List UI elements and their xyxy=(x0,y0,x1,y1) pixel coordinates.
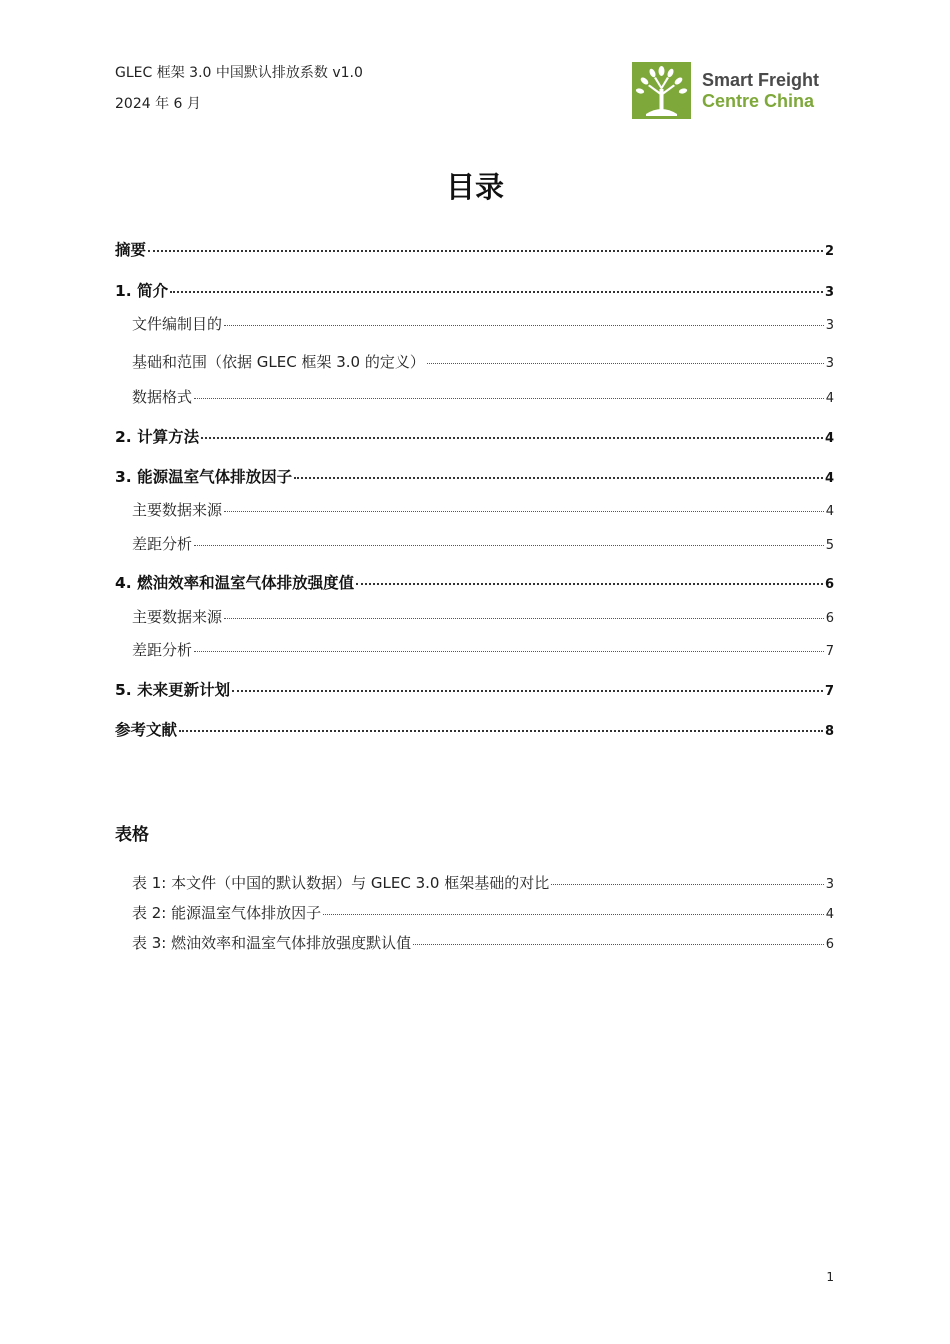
table-entry-label: 表 2: 能源温室气体排放因子 xyxy=(132,904,322,922)
toc-entry-gap-analysis-1[interactable] xyxy=(132,533,834,554)
toc-entry-label: 数据格式 xyxy=(132,388,193,406)
toc-entry-page: 4 xyxy=(824,471,834,486)
toc-title: 目录 xyxy=(445,170,504,204)
smart-freight-logo xyxy=(632,62,819,119)
toc-leader-dots xyxy=(224,325,824,326)
toc-entry-methodology[interactable] xyxy=(115,425,834,447)
toc-entry-future-updates[interactable] xyxy=(115,678,834,700)
toc-entry-label: 1. 简介 xyxy=(115,282,169,300)
toc-entry-label: 5. 未来更新计划 xyxy=(115,681,231,699)
toc-entry-fuel-efficiency[interactable] xyxy=(115,571,834,593)
toc-entry-introduction[interactable] xyxy=(115,279,834,301)
page-number: 1 xyxy=(826,1270,834,1284)
table-entry-label: 表 3: 燃油效率和温室气体排放强度默认值 xyxy=(132,934,412,952)
toc-entry-page: 7 xyxy=(825,644,834,659)
toc-entry-page: 7 xyxy=(824,684,834,699)
toc-entry-abstract[interactable] xyxy=(115,238,834,260)
toc-entry-label: 文件编制目的 xyxy=(132,315,223,333)
table-entry-label: 表 1: 本文件（中国的默认数据）与 GLEC 3.0 框架基础的对比 xyxy=(132,874,550,892)
header-doc-title: GLEC 框架 3.0 中国默认排放系数 v1.0 xyxy=(115,65,363,81)
toc-leader-dots xyxy=(323,914,824,915)
toc-entry-references[interactable] xyxy=(115,718,834,740)
toc-entry-page: 6 xyxy=(824,577,834,592)
toc-entry-label: 4. 燃油效率和温室气体排放强度值 xyxy=(115,574,355,592)
toc-entry-page: 5 xyxy=(825,538,834,553)
toc-entry-page: 4 xyxy=(825,391,834,406)
table-entry-page: 6 xyxy=(825,937,834,952)
tables-heading: 表格 xyxy=(115,825,149,845)
toc-entry-page: 4 xyxy=(825,504,834,519)
toc-entry-label: 差距分析 xyxy=(132,535,193,553)
toc-leader-dots xyxy=(201,437,823,439)
toc-leader-dots xyxy=(194,651,824,652)
toc-leader-dots xyxy=(294,477,823,479)
toc-entry-page: 3 xyxy=(825,318,834,333)
toc-entry-data-sources-1[interactable] xyxy=(132,499,834,520)
table-entry-1[interactable] xyxy=(132,872,834,893)
toc-entry-label: 差距分析 xyxy=(132,641,193,659)
toc-leader-dots xyxy=(194,545,824,546)
toc-entry-label: 参考文献 xyxy=(115,721,178,739)
toc-leader-dots xyxy=(148,250,823,252)
toc-entry-scope[interactable] xyxy=(132,351,834,372)
toc-leader-dots xyxy=(179,730,823,732)
toc-entry-gap-analysis-2[interactable] xyxy=(132,639,834,660)
toc-entry-page: 8 xyxy=(824,724,834,739)
toc-entry-label: 摘要 xyxy=(115,241,147,259)
logo-line-1: Smart Freight xyxy=(702,69,820,90)
table-entry-3[interactable] xyxy=(132,932,834,953)
toc-entry-label: 2. 计算方法 xyxy=(115,428,200,446)
toc-entry-page: 2 xyxy=(824,244,834,259)
table-entry-2[interactable] xyxy=(132,902,834,923)
toc-leader-dots xyxy=(224,618,824,619)
table-entry-page: 4 xyxy=(825,907,834,922)
toc-entry-label: 主要数据来源 xyxy=(132,608,223,626)
table-entry-page: 3 xyxy=(825,877,834,892)
logo-line-2: Centre China xyxy=(702,90,815,111)
toc-entry-page: 3 xyxy=(825,356,834,371)
toc-entry-energy-factors[interactable] xyxy=(115,465,834,487)
toc-entry-page: 6 xyxy=(825,611,834,626)
tree-icon xyxy=(632,62,691,119)
toc-leader-dots xyxy=(356,583,823,585)
logo-wordmark xyxy=(702,70,819,112)
toc-leader-dots xyxy=(413,944,824,945)
toc-entry-label: 主要数据来源 xyxy=(132,501,223,519)
toc-leader-dots xyxy=(224,511,824,512)
toc-entry-data-sources-2[interactable] xyxy=(132,606,834,627)
toc-leader-dots xyxy=(194,398,824,399)
toc-leader-dots xyxy=(232,690,823,692)
toc-entry-label: 基础和范围（依据 GLEC 框架 3.0 的定义） xyxy=(132,353,425,371)
toc-entry-purpose[interactable] xyxy=(132,313,834,334)
toc-leader-dots xyxy=(427,363,824,364)
toc-entry-page: 4 xyxy=(824,431,834,446)
toc-entry-page: 3 xyxy=(824,285,834,300)
toc-entry-data-format[interactable] xyxy=(132,386,834,407)
toc-leader-dots xyxy=(170,291,823,293)
toc-leader-dots xyxy=(551,884,823,885)
header-date: 2024 年 6 月 xyxy=(115,96,201,112)
toc-entry-label: 3. 能源温室气体排放因子 xyxy=(115,468,293,486)
